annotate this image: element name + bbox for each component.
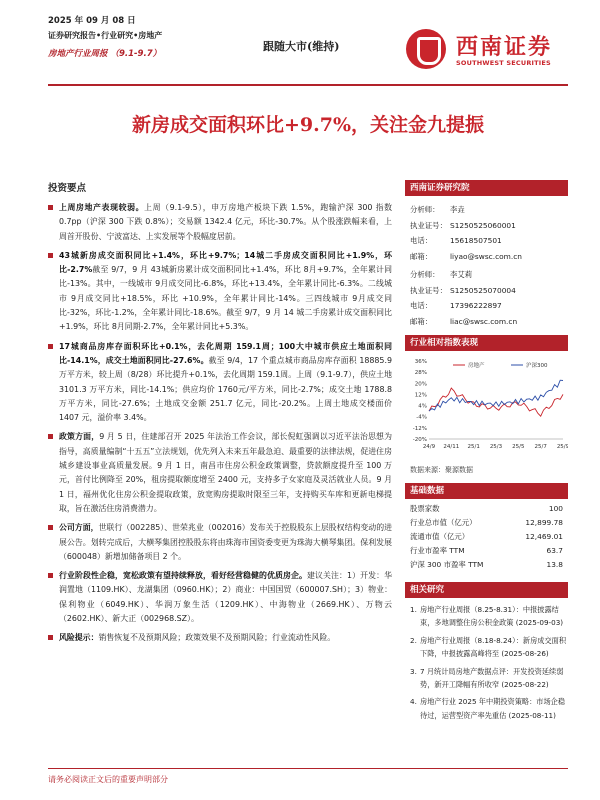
related-item-number: 2. [410,635,417,645]
basic-data-row [405,544,568,558]
legend-label: 房地产 [468,363,485,369]
footer-divider [48,768,568,769]
analyst-label: 分析师： [410,270,440,279]
x-tick-label: 25/3 [489,444,503,450]
summary-item [48,521,392,564]
phone-number: 15618507501 [450,236,502,245]
summary-item-text: 9 月 5 日，住建部召开 2025 年法治工作会议，部长倪虹强调以习近平法治思想为指导，高质量编制“十五五”立法规划，优先列入未来五年最急迫、最重要的法律法规，促进住房城乡建设事业高质量发展。9 月 1 日，南昌市住房公积金政策调整，贷款额度提升至 100 万元，首付比例降至 20%，租房提取额度增至 2400 元，支持多子女家庭及灵活就业人员。9 月 1 日，福州优化住房公积金提取政策，放宽购房提取时限至三年，支持购买车库和更新电梯提取，旨在激活住房消费潜力。 [59,432,392,513]
footer-disclaimer: 请务必阅读正文后的重要声明部分 [48,775,168,784]
row-value: 12,469.01 [525,532,563,541]
x-tick-label: 24/11 [443,444,460,450]
report-header [48,14,568,80]
report-series: 房地产行业周报 （9.1-9.7） [48,49,162,59]
row-label: 股票家数 [410,504,440,513]
summary-item-text: 建议关注：1）开发：华润置地（1109.HK）、龙湖集团（0960.HK）；2）商业：中国国贸（600007.SH）；3）物业：保利物业（6049.HK）、华润万象生活（1209.HK）、中海物业（2669.HK）、万物云（2602.HK）、新大正（002968.SZ）。 [59,571,392,624]
legend-label: 沪深300 [526,363,548,369]
series-line-1 [429,380,563,411]
email-label: 邮箱： [410,251,433,261]
y-tick-label: 4% [418,403,427,410]
summary-item [48,631,392,645]
company-logo [406,29,570,75]
y-tick-label: 28% [414,370,427,377]
related-item-text: 房地产行业周报（8.18-8.24）：新房成交面积下降，中报披露高峰将至 (2025-08-26) [420,635,567,659]
email-label: 邮箱： [410,316,433,326]
related-item-number: 4. [410,697,417,707]
phone-label: 电话： [410,301,433,310]
row-label: 沪深 300 市盈率 TTM [410,560,484,569]
summary-item-lead: 上周房地产表现较弱。 [59,203,145,212]
related-item-text: 房地产行业 2025 年中期投资策略：市场企稳待过，运营型资产率先重估 (2025-08-11) [420,697,566,720]
summary-item [48,569,392,626]
analyst-card [405,267,568,329]
analyst-label: 分析师： [410,205,440,214]
related-item[interactable] [410,665,568,692]
analyst-name: 李垚 [450,205,465,214]
analyst-card [405,202,568,264]
basic-data-row [405,530,568,544]
related-list [405,603,568,722]
research-box-title: 西南证券研究院 [405,180,568,196]
summary-item-text: 截至 9/7，9 月 43城新房累计成交面积同比+1.4%，环比 8月+9.7%，全年累计同比-13%。其中，一线城市 9月成交同比-6.8%，环比+13.4%，全年累计同比-6.3%。二线城市 9月成交同比+18.5%，环比 +10.9%，全年累计同比-14%。三四线城市 9月成交同比-32%，环比-1.2%，全年累计同比-18.6%。截至 9/7，9 月 14 城二手房累计成交面积同比+1.9%，环比 8月同期-2.7%，全年累计同比+5.3%。 [59,265,392,332]
related-item[interactable] [410,695,568,722]
summary-item [48,201,392,244]
related-item-text: 7 月统计局房地产数据点评：开发投资延续弱势，新开工降幅有所收窄 (2025-08-22) [420,666,564,690]
cert-number: S1250525070004 [450,285,516,295]
row-value: 12,899.78 [525,518,563,527]
summary-heading: 投资要点 [48,183,87,194]
logo-mark-icon [406,29,446,69]
row-label: 行业市盈率 TTM [410,546,465,555]
analyst-name: 李艾莉 [450,270,473,279]
x-tick-label: 25/5 [512,444,525,450]
cert-number: S1250525060001 [450,220,516,230]
summary-item-lead: 公司方面， [59,523,99,533]
related-item[interactable] [410,603,568,630]
y-tick-label: 36% [414,359,427,365]
summary-item-lead: 行业阶段性企稳，宽松政策有望持续释放，看好经营稳健的优质房企。 [59,571,307,581]
index-box-title: 行业相对指数表现 [405,335,568,351]
page-title: 新房成交面积环比+9.7%，关注金九提振 [131,114,485,136]
cert-label: 执业证号： [410,285,447,295]
summary-item-text: 截至 9/4，17 个重点城市商品房库存面积 18885.9 万平方米，较上周（8/28）环比提升+0.1%，去化周期 159.1周。上周（9.1-9.7），供应土地 3101.3 万平方米，同比-14.1%；供应均价 1760元/平方米，同比-2.7%；成交土地 1788.8 万平方米，同比-27.6%；土地成交金额 251.7 亿元，同比-20.2%。上周土地成交楼面价 1407 元，溢价率 3.4%。 [59,355,392,423]
y-tick-label: -20% [412,437,427,443]
x-tick-label: 25/7 [534,444,547,450]
phone-number: 17396222897 [450,301,502,310]
summary-item-text: 上周（9.1-9.5），申万房地产板块下跌 1.5%，跑输沪深 300 指数 0.7pp（沪深 300 下跌 0.8%）；交易额 1342.4 亿元，环比-30.7%。从个股涨跌幅来看，上周首开股份、宁波富达、上实发展等个股幅度居前。 [59,203,392,241]
y-tick-label: 12% [414,392,427,399]
email-link[interactable]: liac@swsc.com.cn [450,316,518,326]
summary-item [48,340,392,426]
x-tick-label: 25/1 [467,444,480,450]
x-tick-label: 24/9 [422,444,436,450]
rating: 跟随大市(维持) [263,40,340,53]
row-label: 行业总市值（亿元） [410,518,477,527]
row-value: 63.7 [546,546,563,555]
related-item-number: 1. [410,605,417,614]
related-box-title: 相关研究 [405,582,568,598]
x-tick-label: 25/9 [556,444,568,450]
summary-item [48,430,392,516]
related-item-text: 房地产行业周报（8.25-8.31）：中报披露结束，多地调整住房公积金政策 (2025-09-03) [420,605,564,628]
related-item[interactable] [410,634,568,661]
summary-item-lead: 风险提示： [59,633,99,643]
index-chart-svg [405,355,568,455]
summary-item-lead: 43城新房成交面积同比+1.4%，环比+9.7%；14城二手房成交面积同比+1.9%，环比-2.7% [59,250,392,275]
summary-item-text: 销售恢复不及预期风险；政策效果不及预期风险；行业流动性风险。 [98,633,336,643]
basic-data-row [405,516,568,530]
basic-box-title: 基础数据 [405,483,568,499]
row-value: 100 [548,504,563,513]
report-date: 2025 年 09 月 08 日 [48,16,136,26]
logo-subtext: SOUTHWEST SECURITIES [456,59,551,67]
row-label: 流通市值（亿元） [410,532,470,541]
y-tick-label: -4% [416,414,427,421]
index-chart [405,355,568,459]
summary-item-lead: 政策方面， [59,432,100,442]
logo-text: 西南证券 [456,34,553,60]
report-type: 证券研究报告•行业研究•房地产 [48,31,163,40]
row-value: 13.8 [546,560,563,569]
chart-source: 数据来源：聚源数据 [410,466,473,474]
basic-data-row [405,502,568,516]
summary-column [48,180,392,651]
basic-data-row [405,558,568,572]
related-item-number: 3. [410,666,417,676]
email-link[interactable]: liyao@swsc.com.cn [450,251,522,261]
cert-label: 执业证号： [410,220,447,230]
summary-item-lead: 17城商品房库存面积环比+0.1%，去化周期 159.1周；100大中城市供应土地面积同比-14.1%，成交土地面积同比-27.6%。 [59,341,392,365]
summary-item [48,249,392,335]
y-tick-label: 20% [414,381,427,388]
basic-data-table [405,502,568,572]
sidebar [405,180,568,726]
header-divider [48,84,568,86]
phone-label: 电话： [410,236,433,245]
y-tick-label: -12% [412,425,427,432]
summary-item-text: 世联行（002285）、世荣兆业（002016）发布关于控股股东上层股权结构变动的进展公告。划转完成后，大横琴集团控股股东将由珠海市国资委变更为珠海大横琴集团。保利发展（600048）新增加储备项目 2 个。 [59,523,392,561]
